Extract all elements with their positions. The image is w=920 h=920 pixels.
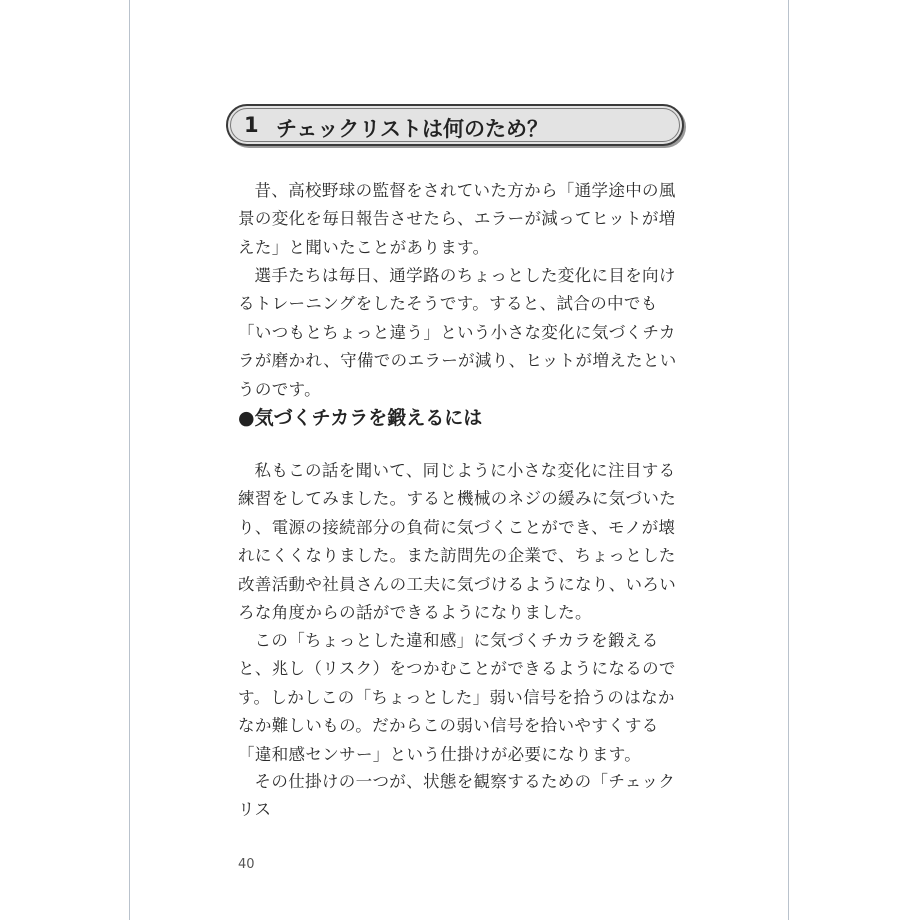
chapter-title-bar bbox=[226, 104, 684, 146]
body-paragraph: 選手たちは毎日、通学路のちょっとした変化に目を向けるトレーニングをしたそうです。すると、試合の中でも「いつもとちょっと違う」という小さな変化に気づくチカラが磨かれ、守備でのエラーが減り、ヒットが増えたというのです。 bbox=[238, 266, 677, 399]
body-paragraph: 私もこの話を聞いて、同じように小さな変化に注目する練習をしてみました。すると機械のネジの緩みに気づいたり、電源の接続部分の負荷に気づくことができ、モノが壊れにくくなりました。また訪問先の企業で、ちょっとした改善活動や社員さんの工夫に気づけるようになり、いろいろな角度からの話ができるようになりました。 bbox=[238, 461, 677, 623]
chapter-number: 1 bbox=[244, 113, 259, 137]
page-number: 40 bbox=[238, 857, 255, 872]
chapter-title: チェックリストは何のため？ bbox=[276, 117, 548, 141]
body-paragraph: この「ちょっとした違和感」に気づくチカラを鍛えると、兆し（リスク）をつかむことができるようになるのです。しかしこの「ちょっとした」弱い信号を拾うのはなかなか難しいもの。だからこの弱い信号を拾いやすくする「違和感センサー」という仕掛けが必要になります。 bbox=[238, 631, 676, 764]
body-paragraph: 昔、高校野球の監督をされていた方から「通学途中の風景の変化を毎日報告させたら、エラーが減ってヒットが増えた」と聞いたことがあります。 bbox=[238, 181, 676, 257]
book-page bbox=[129, 0, 789, 920]
body-paragraph: その仕掛けの一つが、状態を観察するための「チェックリス bbox=[238, 772, 676, 820]
section-heading: ●気づくチカラを鍛えるには bbox=[238, 407, 483, 429]
